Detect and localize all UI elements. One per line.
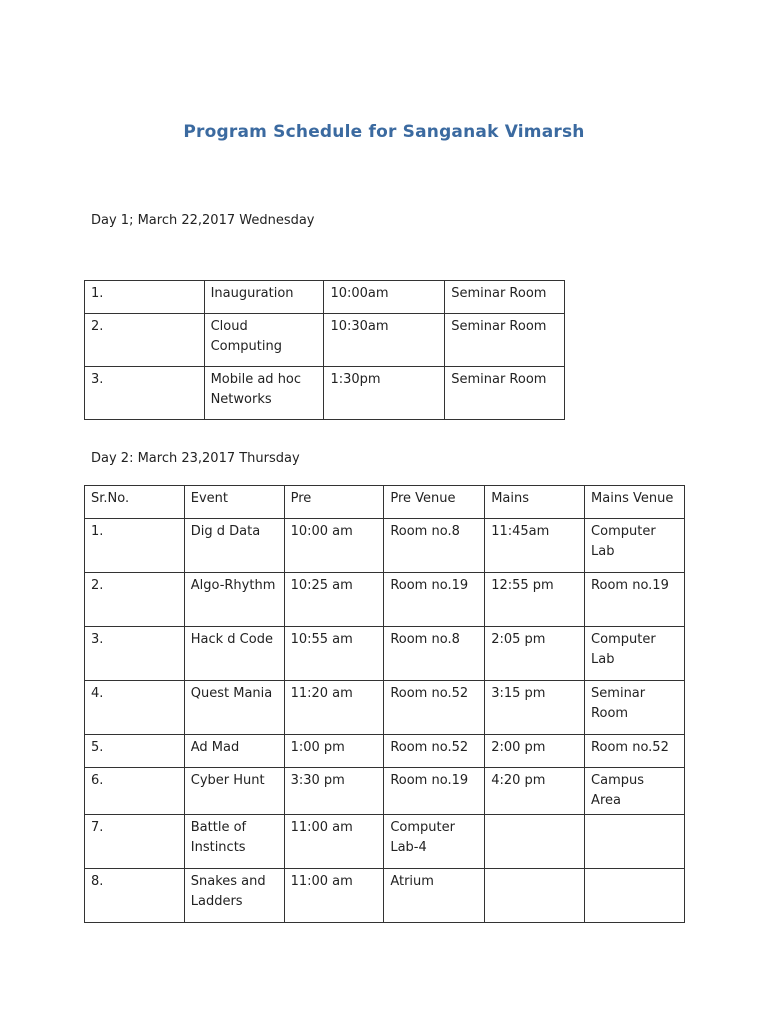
table-cell: 3. [85,627,185,681]
table-row [85,735,685,768]
table-cell: 10:00am [324,281,445,314]
table-cell: Seminar Room [585,681,685,735]
table-cell: Room no.52 [585,735,685,768]
table-cell: Hack d Code [184,627,284,681]
table-row [85,519,685,573]
table-cell: 11:20 am [284,681,384,735]
table-cell: Computer Lab [585,627,685,681]
table-cell: 11:45am [485,519,585,573]
table-cell: 10:25 am [284,573,384,627]
table-cell: Room no.19 [585,573,685,627]
table-cell: Room no.52 [384,681,485,735]
table-cell: Battle of Instincts [184,815,284,869]
table-cell: Snakes and Ladders [184,869,284,923]
table-cell [585,869,685,923]
column-header: Event [184,486,284,519]
table-row [85,681,685,735]
table-row [85,314,565,367]
table-row [85,367,565,420]
table-cell: Seminar Room [445,281,565,314]
table-cell: 2. [85,314,205,367]
table-cell: 3:15 pm [485,681,585,735]
day2-schedule-table [84,485,685,923]
table-cell: 4. [85,681,185,735]
column-header: Mains [485,486,585,519]
table-cell: Dig d Data [184,519,284,573]
table-cell: 2:05 pm [485,627,585,681]
table-cell: 1. [85,519,185,573]
page-title: Program Schedule for Sanganak Vimarsh [183,122,585,142]
table-cell: 2:00 pm [485,735,585,768]
table-cell: 8. [85,869,185,923]
table-cell: 10:55 am [284,627,384,681]
table-cell: 6. [85,768,185,815]
table-cell: 2. [85,573,185,627]
day1-schedule-table [84,280,565,420]
table-row [85,768,685,815]
table-cell: Room no.8 [384,519,485,573]
table-cell: 12:55 pm [485,573,585,627]
table-cell: Inauguration [204,281,324,314]
table-header-row [85,486,685,519]
table-cell: Computer Lab [585,519,685,573]
table-cell: Cloud Computing [204,314,324,367]
day2-heading: Day 2: March 23,2017 Thursday [91,451,300,466]
table-cell: 11:00 am [284,815,384,869]
column-header: Sr.No. [85,486,185,519]
table-row [85,573,685,627]
table-row [85,815,685,869]
table-row [85,627,685,681]
table-cell: Cyber Hunt [184,768,284,815]
table-cell: Seminar Room [445,314,565,367]
table-cell: Room no.8 [384,627,485,681]
table-cell: 10:30am [324,314,445,367]
table-cell: 11:00 am [284,869,384,923]
table-cell: Room no.52 [384,735,485,768]
table-cell: 7. [85,815,185,869]
column-header: Mains Venue [585,486,685,519]
table-row [85,281,565,314]
table-cell: 1. [85,281,205,314]
table-cell: 10:00 am [284,519,384,573]
column-header: Pre [284,486,384,519]
table-cell: 1:00 pm [284,735,384,768]
table-cell: Seminar Room [445,367,565,420]
table-cell [485,869,585,923]
table-cell: 5. [85,735,185,768]
table-cell: Room no.19 [384,573,485,627]
table-cell: Campus Area [585,768,685,815]
table-cell: 3. [85,367,205,420]
table-cell: Mobile ad hoc Networks [204,367,324,420]
table-row [85,869,685,923]
table-cell: Atrium [384,869,485,923]
table-cell: Quest Mania [184,681,284,735]
table-cell: 3:30 pm [284,768,384,815]
table-cell: Ad Mad [184,735,284,768]
table-cell: Room no.19 [384,768,485,815]
table-cell: 4:20 pm [485,768,585,815]
table-cell: Algo-Rhythm [184,573,284,627]
day1-heading: Day 1; March 22,2017 Wednesday [91,213,315,228]
table-cell [485,815,585,869]
column-header: Pre Venue [384,486,485,519]
table-cell: 1:30pm [324,367,445,420]
table-cell: Computer Lab-4 [384,815,485,869]
table-cell [585,815,685,869]
